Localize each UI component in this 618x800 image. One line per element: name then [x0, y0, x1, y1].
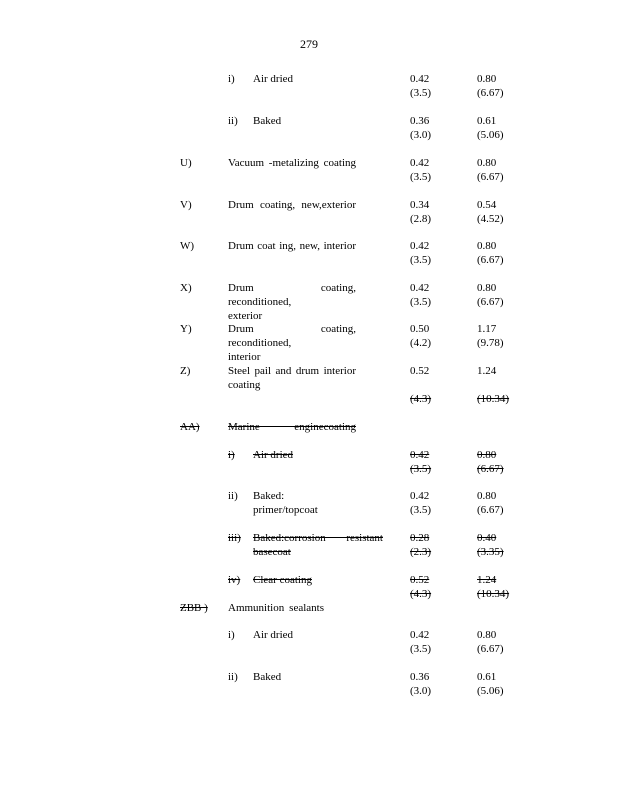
- row-label: U): [180, 157, 192, 169]
- item-description: Baked:corrosion resistant basecoat: [253, 532, 383, 558]
- row-label: ZBB ): [180, 602, 208, 614]
- item-number: i): [228, 629, 235, 641]
- value-col-1: 0.34 (2.8): [410, 199, 432, 225]
- row-label: V): [180, 199, 192, 211]
- value-col-1: 0.36 (3.0): [410, 671, 432, 697]
- value-col-2: 1.24 (10.34): [477, 574, 510, 600]
- value-col-2: 0.54 (4.52): [477, 199, 504, 225]
- value-col-1: 0.36 (3.0): [410, 115, 432, 141]
- row-label: W): [180, 240, 195, 252]
- item-number: iv): [228, 574, 241, 586]
- value-col-2: 1.17 (9.78): [477, 323, 504, 349]
- item-description: Baked: primer/topcoat: [253, 490, 318, 516]
- item-number: i): [228, 73, 235, 85]
- value-col-1: 0.52 (4.3): [410, 574, 432, 600]
- value-col-2: 0.61 (5.06): [477, 671, 504, 697]
- item-description: Steel pail and drum interior coating: [228, 365, 356, 391]
- value-col-1: 0.52: [410, 365, 430, 377]
- item-number: ii): [228, 490, 238, 502]
- item-description: Marine enginecoating: [228, 421, 356, 433]
- value-col-1: 0.42 (3.5): [410, 157, 432, 183]
- row-label: Z): [180, 365, 191, 377]
- value-col-2: 0.80 (6.67): [477, 73, 504, 99]
- value-col-2: 0.61 (5.06): [477, 115, 504, 141]
- value-col-1: 0.50 (4.2): [410, 323, 432, 349]
- struck-value-col-2: (10.34): [477, 393, 510, 405]
- item-description: Vacuum -metalizing coating: [228, 157, 356, 169]
- row-label: AA): [180, 421, 200, 433]
- value-col-2: 0.80 (6.67): [477, 240, 504, 266]
- page-number: 279: [300, 37, 318, 51]
- value-col-1: 0.42 (3.5): [410, 282, 432, 308]
- value-col-1: 0.42 (3.5): [410, 240, 432, 266]
- value-col-2: 1.24: [477, 365, 497, 377]
- item-number: iii): [228, 532, 241, 544]
- item-description: Baked: [253, 115, 282, 127]
- item-number: ii): [228, 115, 238, 127]
- item-description: Air dried: [253, 73, 294, 85]
- item-description: Air dried: [253, 449, 294, 461]
- item-number: ii): [228, 671, 238, 683]
- row-label: X): [180, 282, 192, 294]
- value-col-1: 0.42 (3.5): [410, 490, 432, 516]
- value-col-1: 0.28 (2.3): [410, 532, 432, 558]
- value-col-1: 0.42 (3.5): [410, 73, 432, 99]
- item-description: Drum coat ing, new, interior: [228, 240, 356, 252]
- value-col-2: 0.80 (6.67): [477, 157, 504, 183]
- value-col-2: 0.40 (3.35): [477, 532, 504, 558]
- value-col-2: 0.80 (6.67): [477, 282, 504, 308]
- value-col-2: 0.80 (6.67): [477, 449, 504, 475]
- item-description: Drum coating, new,exterior: [228, 199, 356, 211]
- item-description: Drum coating, reconditioned, exterior: [228, 282, 356, 322]
- item-number: i): [228, 449, 235, 461]
- value-col-2: 0.80 (6.67): [477, 629, 504, 655]
- item-description: Ammunition sealants: [228, 602, 324, 614]
- item-description: Air dried: [253, 629, 294, 641]
- item-description: Clear coating: [253, 574, 312, 586]
- row-label: Y): [180, 323, 192, 335]
- struck-value-col-1: (4.3): [410, 393, 432, 405]
- item-description: Baked: [253, 671, 282, 683]
- value-col-1: 0.42 (3.5): [410, 629, 432, 655]
- value-col-2: 0.80 (6.67): [477, 490, 504, 516]
- value-col-1: 0.42 (3.5): [410, 449, 432, 475]
- item-description: Drum coating, reconditioned, interior: [228, 323, 356, 363]
